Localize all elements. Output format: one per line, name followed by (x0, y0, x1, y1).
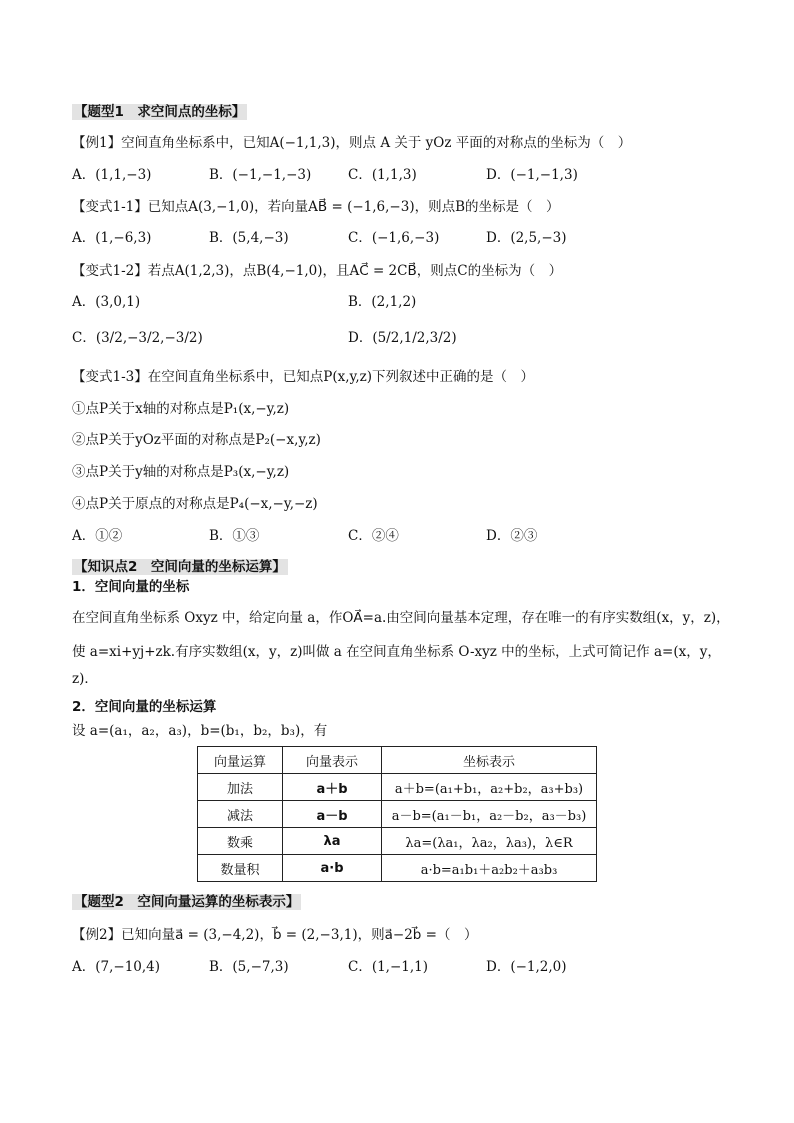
option-a: A．①② (72, 528, 123, 544)
table-cell: λa=(λa₁，λa₂，λa₃)，λ∈R (382, 828, 597, 855)
table-cell: a·b=a₁b₁＋a₂b₂＋a₃b₃ (382, 855, 597, 882)
option-d: D．(−1,2,0) (486, 959, 567, 975)
statement-3: ③点P关于y轴的对称点是P₃(x,−y,z) (72, 464, 290, 480)
table-cell: a·b (283, 855, 382, 882)
table-cell: a＋b (283, 774, 382, 801)
option-c: C．②④ (348, 528, 399, 544)
heading-vector-coords: 1．空间向量的坐标 (72, 579, 190, 595)
option-a: A．(1,1,−3) (72, 167, 152, 183)
table-cell: a－b (283, 801, 382, 828)
variant-1-1-stem: 【变式1-1】已知点A(3,−1,0)，若向量AB⃗ = (−1,6,−3)，则点B的坐标是（ ） (72, 199, 560, 215)
option-b: B．(5,−7,3) (209, 959, 289, 975)
option-d: D．(2,5,−3) (486, 230, 567, 246)
coordinate-operations-table (197, 746, 597, 882)
table-cell: 数乘 (198, 828, 283, 855)
section-tag-label: 【知识点2 空间向量的坐标运算】 (74, 559, 286, 575)
statement-1: ①点P关于x轴的对称点是P₁(x,−y,z) (72, 401, 290, 417)
table-row (198, 828, 597, 855)
table-row (198, 774, 597, 801)
section-tag-label: 【题型2 空间向量运算的坐标表示】 (74, 894, 300, 910)
table-row (198, 801, 597, 828)
table-cell: 减法 (198, 801, 283, 828)
example-2-stem: 【例2】已知向量a⃗ = (3,−4,2)，b⃗ = (2,−3,1)，则a⃗−2b⃗ =（ ） (72, 927, 478, 943)
table-cell: 数量积 (198, 855, 283, 882)
option-d: D．(−1,−1,3) (486, 167, 578, 183)
section-tag-label: 【题型1 求空间点的坐标】 (74, 104, 246, 120)
option-a: A．(7,−10,4) (72, 959, 161, 975)
option-b: B．(−1,−1,−3) (209, 167, 312, 183)
option-d: D．②③ (486, 528, 538, 544)
option-b: B．①③ (209, 528, 260, 544)
table-cell: a－b=(a₁－b₁，a₂－b₂，a₃－b₃) (382, 801, 597, 828)
option-c: C．(3/2,−3/2,−3/2) (72, 330, 203, 346)
option-c: C．(1,1,3) (348, 167, 417, 183)
statement-2: ②点P关于yOz平面的对称点是P₂(−x,y,z) (72, 432, 321, 448)
table-cell: λa (283, 828, 382, 855)
option-c: C．(1,−1,1) (348, 959, 429, 975)
table-header-cell: 坐标表示 (382, 747, 597, 774)
paragraph-line-3: z)． (72, 671, 98, 687)
paragraph-line-1: 在空间直角坐标系 Oxyz 中，给定向量 a，作OA⃗=a.由空间向量基本定理，存在唯一的有序实数组(x，y，z)， (72, 610, 730, 626)
option-c: C．(−1,6,−3) (348, 230, 440, 246)
option-a: A．(3,0,1) (72, 294, 141, 310)
table-header-cell: 向量运算 (198, 747, 283, 774)
table-header-cell: 向量表示 (283, 747, 382, 774)
table-header-row (198, 747, 597, 774)
heading-coord-ops: 2．空间向量的坐标运算 (72, 699, 217, 715)
statement-4: ④点P关于原点的对称点是P₄(−x,−y,−z) (72, 496, 318, 512)
variant-1-2-stem: 【变式1-2】若点A(1,2,3)，点B(4,−1,0)，且AC⃗ = 2CB⃗，则点C的坐标为（ ） (72, 263, 563, 279)
variant-1-3-stem: 【变式1-3】在空间直角坐标系中，已知点P(x,y,z)下列叙述中正确的是（ ） (72, 369, 534, 385)
paragraph-line-2: 使 a=xi+yj+zk.有序实数组(x，y，z)叫做 a 在空间直角坐标系 O-xyz 中的坐标，上式可简记作 a=(x，y， (72, 644, 721, 660)
section-tag-2 (72, 558, 288, 576)
table-cell: 加法 (198, 774, 283, 801)
table-row (198, 855, 597, 882)
section-tag-1 (72, 103, 247, 121)
option-b: B．(2,1,2) (348, 294, 417, 310)
option-a: A．(1,−6,3) (72, 230, 152, 246)
section-tag-3 (72, 893, 301, 911)
example-1-stem: 【例1】空间直角坐标系中，已知A(−1,1,3)，则点 A 关于 yOz 平面的对称点的坐标为（ ） (72, 135, 632, 151)
option-d: D．(5/2,1/2,3/2) (348, 330, 457, 346)
table-cell: a＋b=(a₁+b₁，a₂+b₂，a₃+b₃) (382, 774, 597, 801)
paragraph-vectors: 设 a=(a₁，a₂，a₃)，b=(b₁，b₂，b₃)，有 (72, 723, 328, 739)
option-b: B．(5,4,−3) (209, 230, 289, 246)
